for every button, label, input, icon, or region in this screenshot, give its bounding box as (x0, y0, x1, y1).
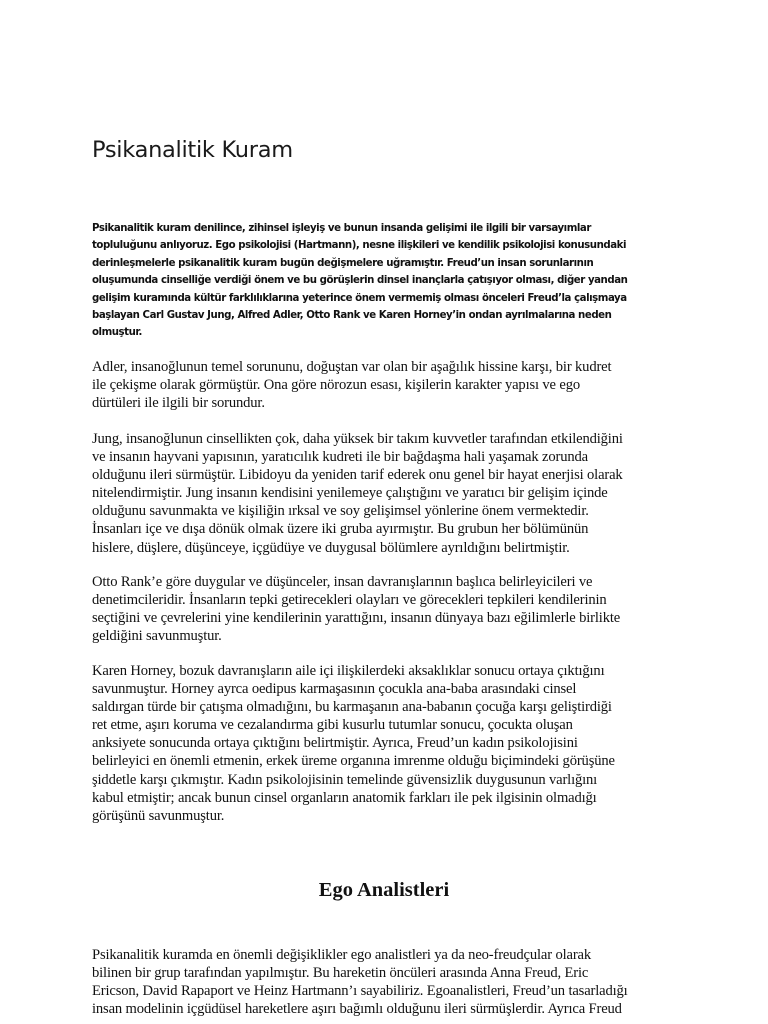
paragraph-ego-analistleri (92, 946, 682, 1018)
paragraph-line: dürtüleri ile ilgili bir sorundur. (92, 395, 265, 412)
paragraph-adler (92, 358, 682, 412)
paragraph-line: olduğunu savunmakta ve kişiliğin ırksal ve soy gelişimsel yönlerine önem vermektedir. (92, 503, 589, 520)
paragraph-line: ile çekişme olarak görmüştür. Ona göre nörozun esası, kişilerin karakter yapısı ve ego (92, 377, 580, 394)
paragraph-line: denetimcileridir. İnsanların tepki getirecekleri olayları ve görecekleri tepkileri kendilerinin (92, 592, 607, 609)
paragraph-line: belirleyici en önemli etmenin, erkek üreme organına imrenme olduğu biçimindeki görüşüne (92, 753, 615, 770)
paragraph-line: insan modelinin içgüdüsel hareketlere aşırı bağımlı olduğunu ileri sürmüşlerdir. Ayrıca Freud (92, 1001, 622, 1018)
section-heading: Ego Analistleri (318, 879, 450, 901)
intro-line: başlayan Carl Gustav Jung, Alfred Adler, Otto Rank ve Karen Horney’in ondan ayrılmalarına neden (92, 310, 612, 322)
paragraph-line: seçtiğini ve çevrelerini yine kendilerinin yarattığını, insanın dünyaya bazı eğilimlerle birlikte (92, 610, 621, 627)
paragraph-line: nitelendirmiştir. Jung insanın kendisini yenilemeye çalıştığını ve yaratıcı bir gelişim içinde (92, 485, 608, 502)
paragraph-line: Jung, insanoğlunun cinsellikten çok, daha yüksek bir takım kuvvetler tarafından etkilendiğini (92, 431, 623, 447)
intro-line: derinleşmelerle psikanalitik kuram bugün değişmelere uğramıştır. Freud’un insan sorunlarının (92, 257, 594, 269)
intro-line: oluşumunda cinselliğe verdiği önem ve bu görüşlerin dinsel inançlarla çatışıyor olması, diğer yandan (92, 275, 628, 287)
paragraph-line: Karen Horney, bozuk davranışların aile içi ilişkilerdeki aksaklıklar sonucu ortaya çıktığını (92, 663, 605, 679)
paragraph-line: hislere, düşlere, düşünceye, içgüdüye ve duygusal bölümlere ayrıldığını belirtmiştir. (92, 539, 570, 556)
paragraph-jung (92, 430, 682, 557)
paragraph-line: geldiğini savunmuştur. (92, 628, 222, 645)
paragraph-line: görüşünü savunmuştur. (92, 807, 225, 824)
paragraph-line: saldırgan türde bir çatışma olmadığını, bu karmaşanın ana-babanın çocuğa karşı geliştirdiği (92, 699, 612, 716)
paragraph-line: savunmuştur. Horney ayrca oedipus karmaşasının çocukla ana-baba arasındaki cinsel (92, 681, 577, 698)
paragraph-line: olduğunu ileri sürmüştür. Libidoyu da yeniden tarif ederek onu genel bir hayat enerjisi olarak (92, 467, 623, 484)
paragraph-line: anksiyete sonucunda ortaya çıktığını belirtmiştir. Ayrıca, Freud’un kadın psikolojisini (92, 735, 578, 752)
paragraph-line: İnsanları içe ve dışa dönük olmak üzere iki gruba ayırmıştır. Bu grubun her bölümünün (92, 521, 589, 538)
intro-line: Psikanalitik kuram denilince, zihinsel işleyiş ve bunun insanda gelişimi ile ilgili bir varsayımlar (92, 223, 591, 234)
paragraph-line: kabul etmiştir; ancak bunun cinsel organların anatomik farkları ile pek ilgisinin olmadığı (92, 789, 597, 806)
paragraph-line: Otto Rank’e göre duygular ve düşünceler, insan davranışlarının başlıca belirleyicileri ve (92, 574, 593, 590)
paragraph-otto-rank (92, 573, 682, 645)
paragraph-line: ve insanın hayvani yapısının, yaratıcılık kudreti ile bir bağdaşma hali yaşamak zorunda (92, 449, 588, 466)
paragraph-line: Psikanalitik kuramda en önemli değişiklikler ego analistleri ya da neo-freudçular olarak (92, 947, 592, 963)
paragraph-line: Adler, insanoğlunun temel sorununu, doğuştan var olan bir aşağılık hissine karşı, bir kudret (92, 359, 612, 375)
paragraph-line: şiddetle karşı çıkmıştır. Kadın psikolojisinin temelinde güvensizlik duygusunun varlığını (92, 771, 598, 788)
intro-paragraph (92, 220, 692, 342)
paragraph-line: Ericson, David Rapaport ve Heinz Hartmann’ı sayabiliriz. Egoanalistleri, Freud’un tasarladığı (92, 983, 628, 1000)
intro-line: gelişim kuramında kültür farklılıklarına yeterince önem vermemiş olması önceleri Freud’la çalışmaya (92, 292, 627, 304)
paragraph-line: ret etme, aşırı koruma ve cezalandırma gibi kusurlu tutumlar sonucu, çocukta oluşan (92, 717, 573, 734)
intro-line: olmuştur. (92, 327, 142, 339)
intro-line: topluluğunu anlıyoruz. Ego psikolojisi (Hartmann), nesne ilişkileri ve kendilik psikolojisi konusundaki (92, 240, 627, 252)
paragraph-karen-horney (92, 662, 682, 825)
paragraph-line: bilinen bir grup tarafından yapılmıştır. Bu hareketin öncüleri arasında Anna Freud, Eric (92, 965, 589, 982)
document-title: Psikanalitik Kuram (92, 137, 293, 163)
